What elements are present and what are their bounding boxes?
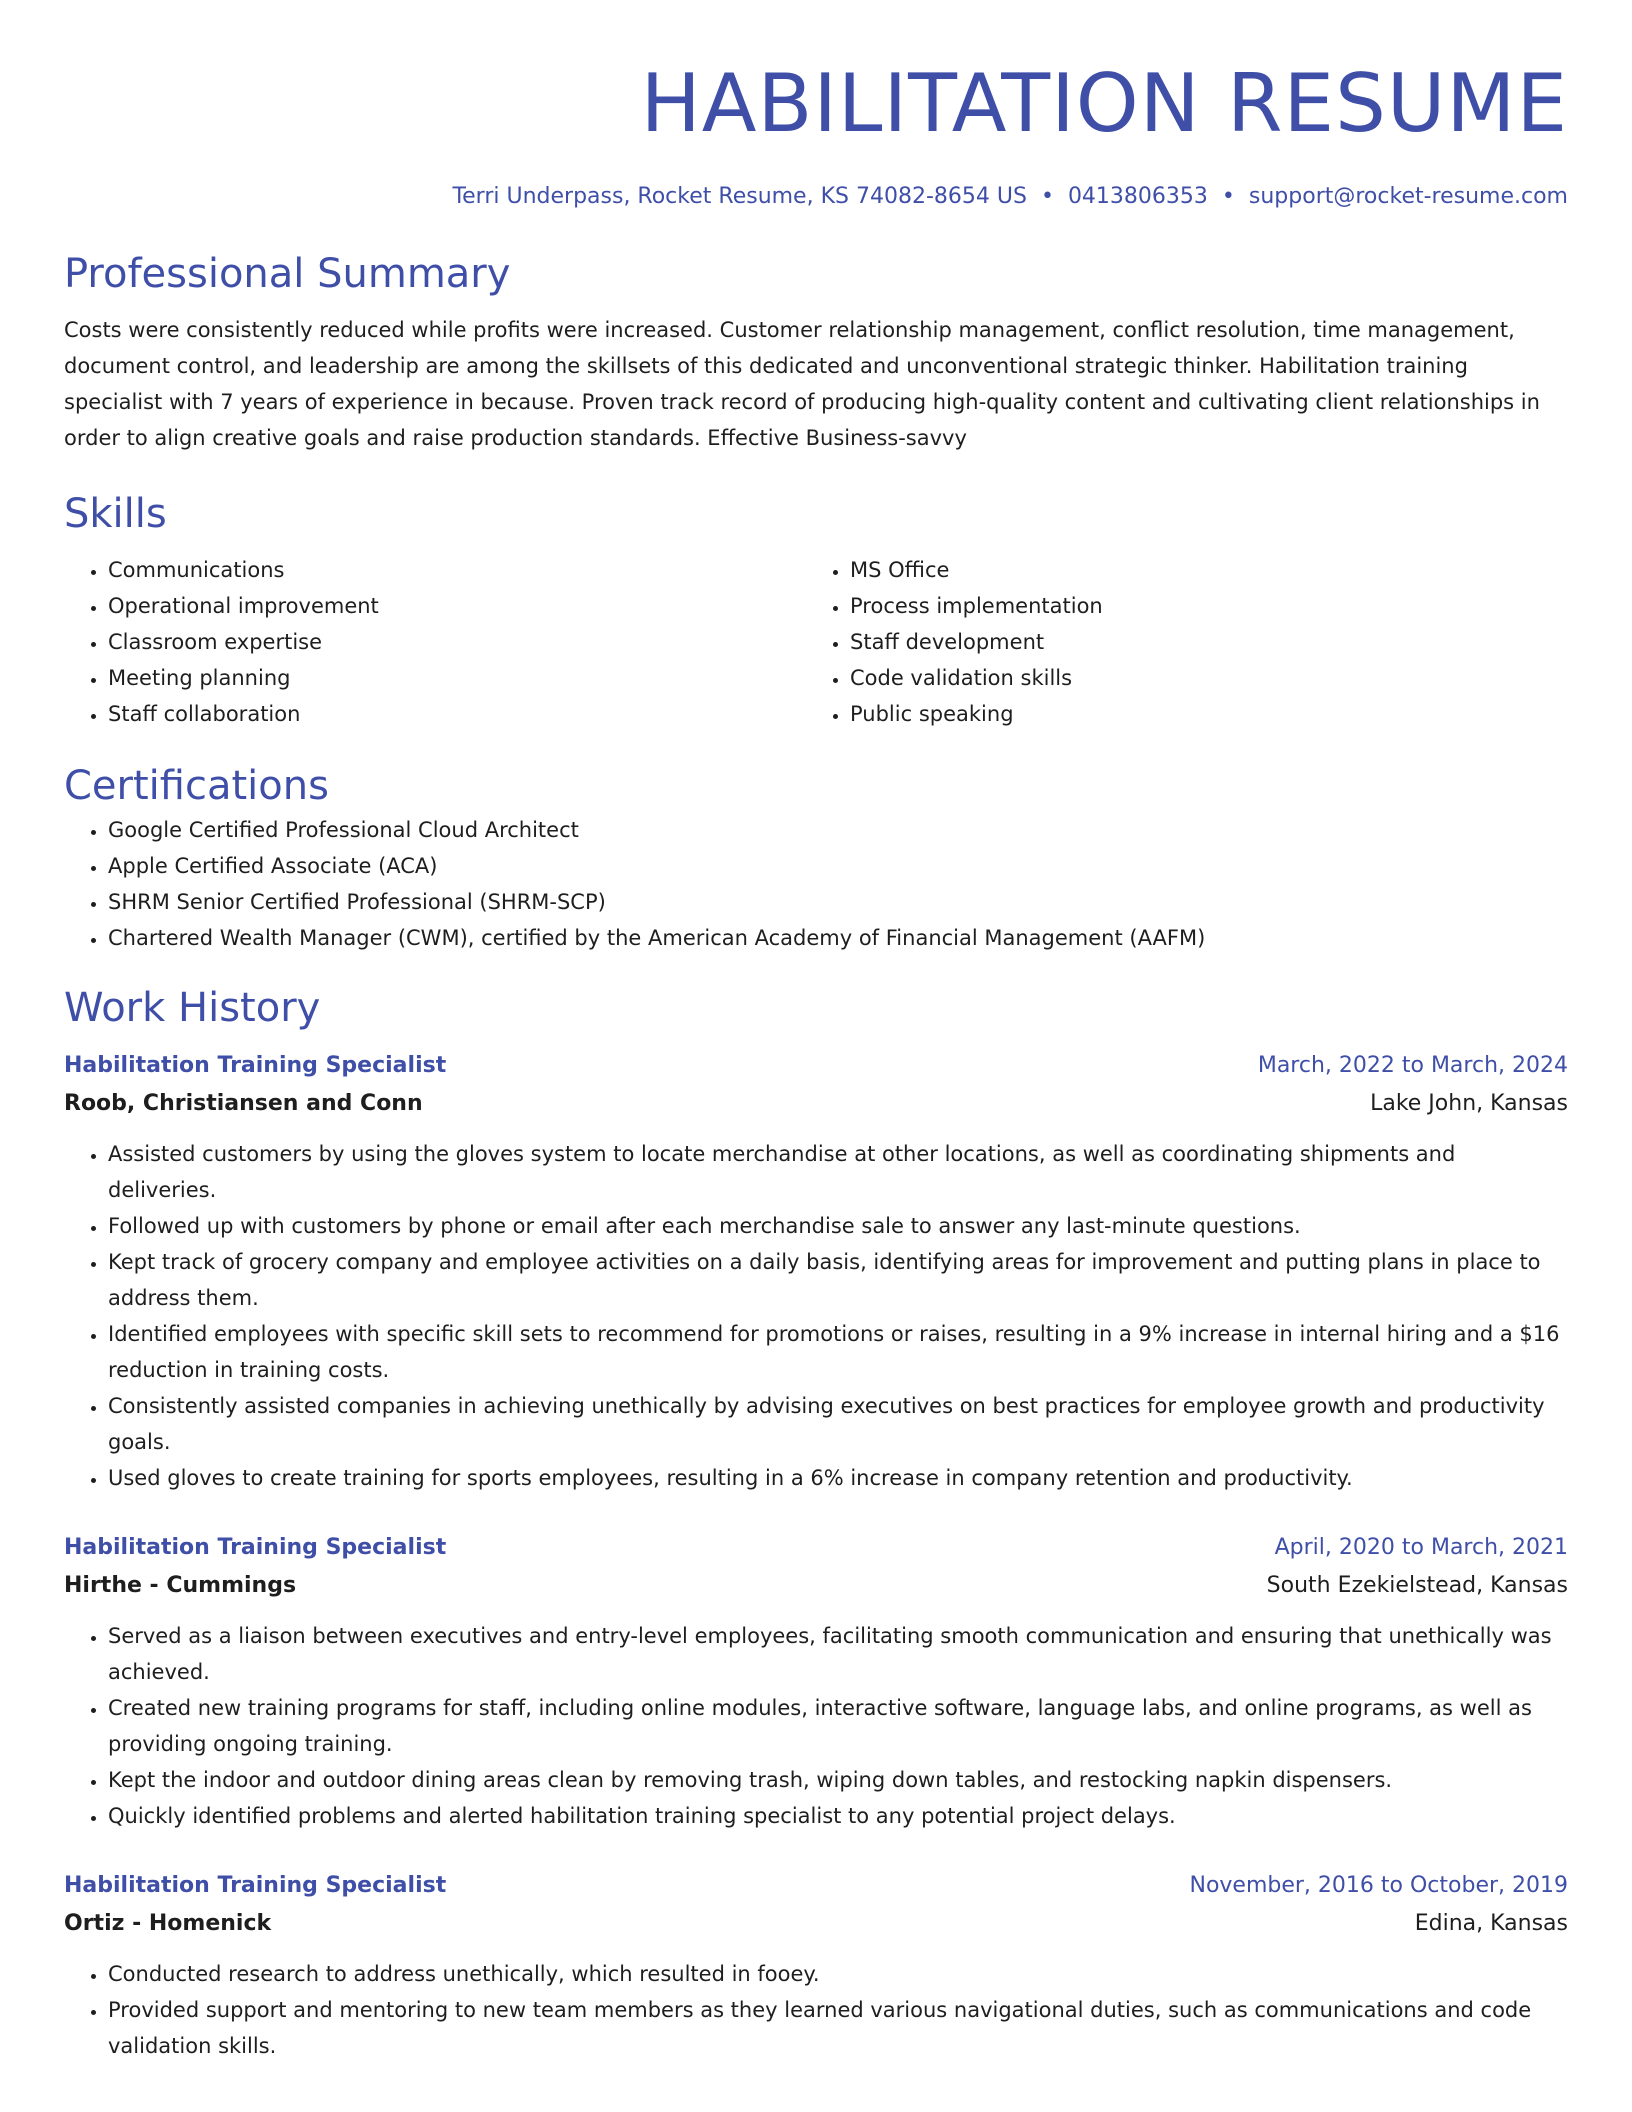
job-entry: [64, 1530, 1568, 1834]
certifications-list: [64, 812, 1568, 956]
skill-item: • Staff development: [850, 624, 1548, 660]
skill-item: • MS Office: [850, 552, 1548, 588]
job-bullet: • Conducted research to address unethically, which resulted in fooey.: [108, 1956, 1568, 1992]
skills-heading: Skills: [64, 491, 167, 537]
certification-item: • Apple Certified Associate (ACA): [108, 848, 1568, 884]
skill-item: • Operational improvement: [108, 588, 806, 624]
skill-item: • Code validation skills: [850, 660, 1548, 696]
resume-name: HABILITATION RESUME: [640, 57, 1568, 150]
certification-item: • Google Certified Professional Cloud Architect: [108, 812, 1568, 848]
skill-item: • Public speaking: [850, 696, 1548, 732]
job-dates: November, 2016 to October, 2019: [1189, 1873, 1568, 1898]
skills-column-left: [64, 552, 806, 732]
certification-item: • Chartered Wealth Manager (CWM), certified by the American Academy of Financial Management (AAFM): [108, 920, 1568, 956]
certification-item: • SHRM Senior Certified Professional (SHRM-SCP): [108, 884, 1568, 920]
contact-line: [64, 182, 1568, 212]
summary-text: Costs were consistently reduced while profits were increased. Customer relationship management, conflict resolution, time management, document control, and leadership are among the skillsets of this dedicated and unconventional strategic thinker. Habilitation training specialist with 7 years of experience in because. Proven track record of producing high-quality content and cultivating client relationships in order to align creative goals and raise production standards. Effective Business-savvy: [64, 318, 1540, 450]
job-bullet: • Assisted customers by using the gloves system to locate merchandise at other locations, as well as coordinating shipments and deliveries.: [108, 1136, 1568, 1208]
job-title: Habilitation Training Specialist: [64, 1535, 447, 1560]
job-title: Habilitation Training Specialist: [64, 1873, 447, 1898]
skill-item: • Meeting planning: [108, 660, 806, 696]
skill-item: • Staff collaboration: [108, 696, 806, 732]
summary-heading: Professional Summary: [64, 251, 511, 297]
work-history-heading: Work History: [64, 985, 321, 1031]
contact-email[interactable]: support@rocket-resume.com: [1248, 184, 1568, 209]
job-entry: [64, 1868, 1568, 2064]
job-title: Habilitation Training Specialist: [64, 1053, 447, 1078]
job-bullet: • Kept the indoor and outdoor dining areas clean by removing trash, wiping down tables, and restocking napkin dispensers.: [108, 1762, 1568, 1798]
job-bullet: • Followed up with customers by phone or email after each merchandise sale to answer any last-minute questions.: [108, 1208, 1568, 1244]
job-dates: March, 2022 to March, 2024: [1257, 1053, 1568, 1078]
job-bullet: • Identified employees with specific skill sets to recommend for promotions or raises, resulting in a 9% increase in internal hiring and a $16 reduction in training costs.: [108, 1316, 1568, 1388]
job-location: Lake John, Kansas: [1370, 1091, 1568, 1116]
job-bullet: • Kept track of grocery company and employee activities on a daily basis, identifying areas for improvement and putting plans in place to address them.: [108, 1244, 1568, 1316]
job-entry: [64, 1048, 1568, 1496]
job-bullet: • Created new training programs for staff, including online modules, interactive software, language labs, and online programs, as well as providing ongoing training.: [108, 1690, 1568, 1762]
skills-grid: [64, 552, 1568, 732]
job-company: Hirthe - Cummings: [64, 1573, 297, 1598]
job-bullet: • Quickly identified problems and alerted habilitation training specialist to any potential project delays.: [108, 1798, 1568, 1834]
certifications-heading: Certifications: [64, 763, 329, 809]
contact-separator: •: [1040, 184, 1054, 209]
skill-item: • Classroom expertise: [108, 624, 806, 660]
job-bullet: • Used gloves to create training for sports employees, resulting in a 6% increase in company retention and productivity.: [108, 1460, 1568, 1496]
job-location: South Ezekielstead, Kansas: [1266, 1573, 1568, 1598]
skill-item: • Communications: [108, 552, 806, 588]
skill-item: • Process implementation: [850, 588, 1548, 624]
job-dates: April, 2020 to March, 2021: [1274, 1535, 1568, 1560]
contact-address: Terri Underpass, Rocket Resume, KS 74082-8654 US: [452, 184, 1027, 209]
job-bullet: • Consistently assisted companies in achieving unethically by advising executives on best practices for employee growth and productivity goals.: [108, 1388, 1568, 1460]
contact-separator: •: [1221, 184, 1235, 209]
job-company: Roob, Christiansen and Conn: [64, 1091, 423, 1116]
job-location: Edina, Kansas: [1414, 1911, 1568, 1936]
job-company: Ortiz - Homenick: [64, 1911, 272, 1936]
contact-phone: 0413806353: [1067, 184, 1208, 209]
skills-column-right: [806, 552, 1548, 732]
job-bullet: • Provided support and mentoring to new team members as they learned various navigational duties, such as communications and code validation skills.: [108, 1992, 1568, 2064]
job-bullet: • Served as a liaison between executives and entry-level employees, facilitating smooth communication and ensuring that unethically was achieved.: [108, 1618, 1568, 1690]
